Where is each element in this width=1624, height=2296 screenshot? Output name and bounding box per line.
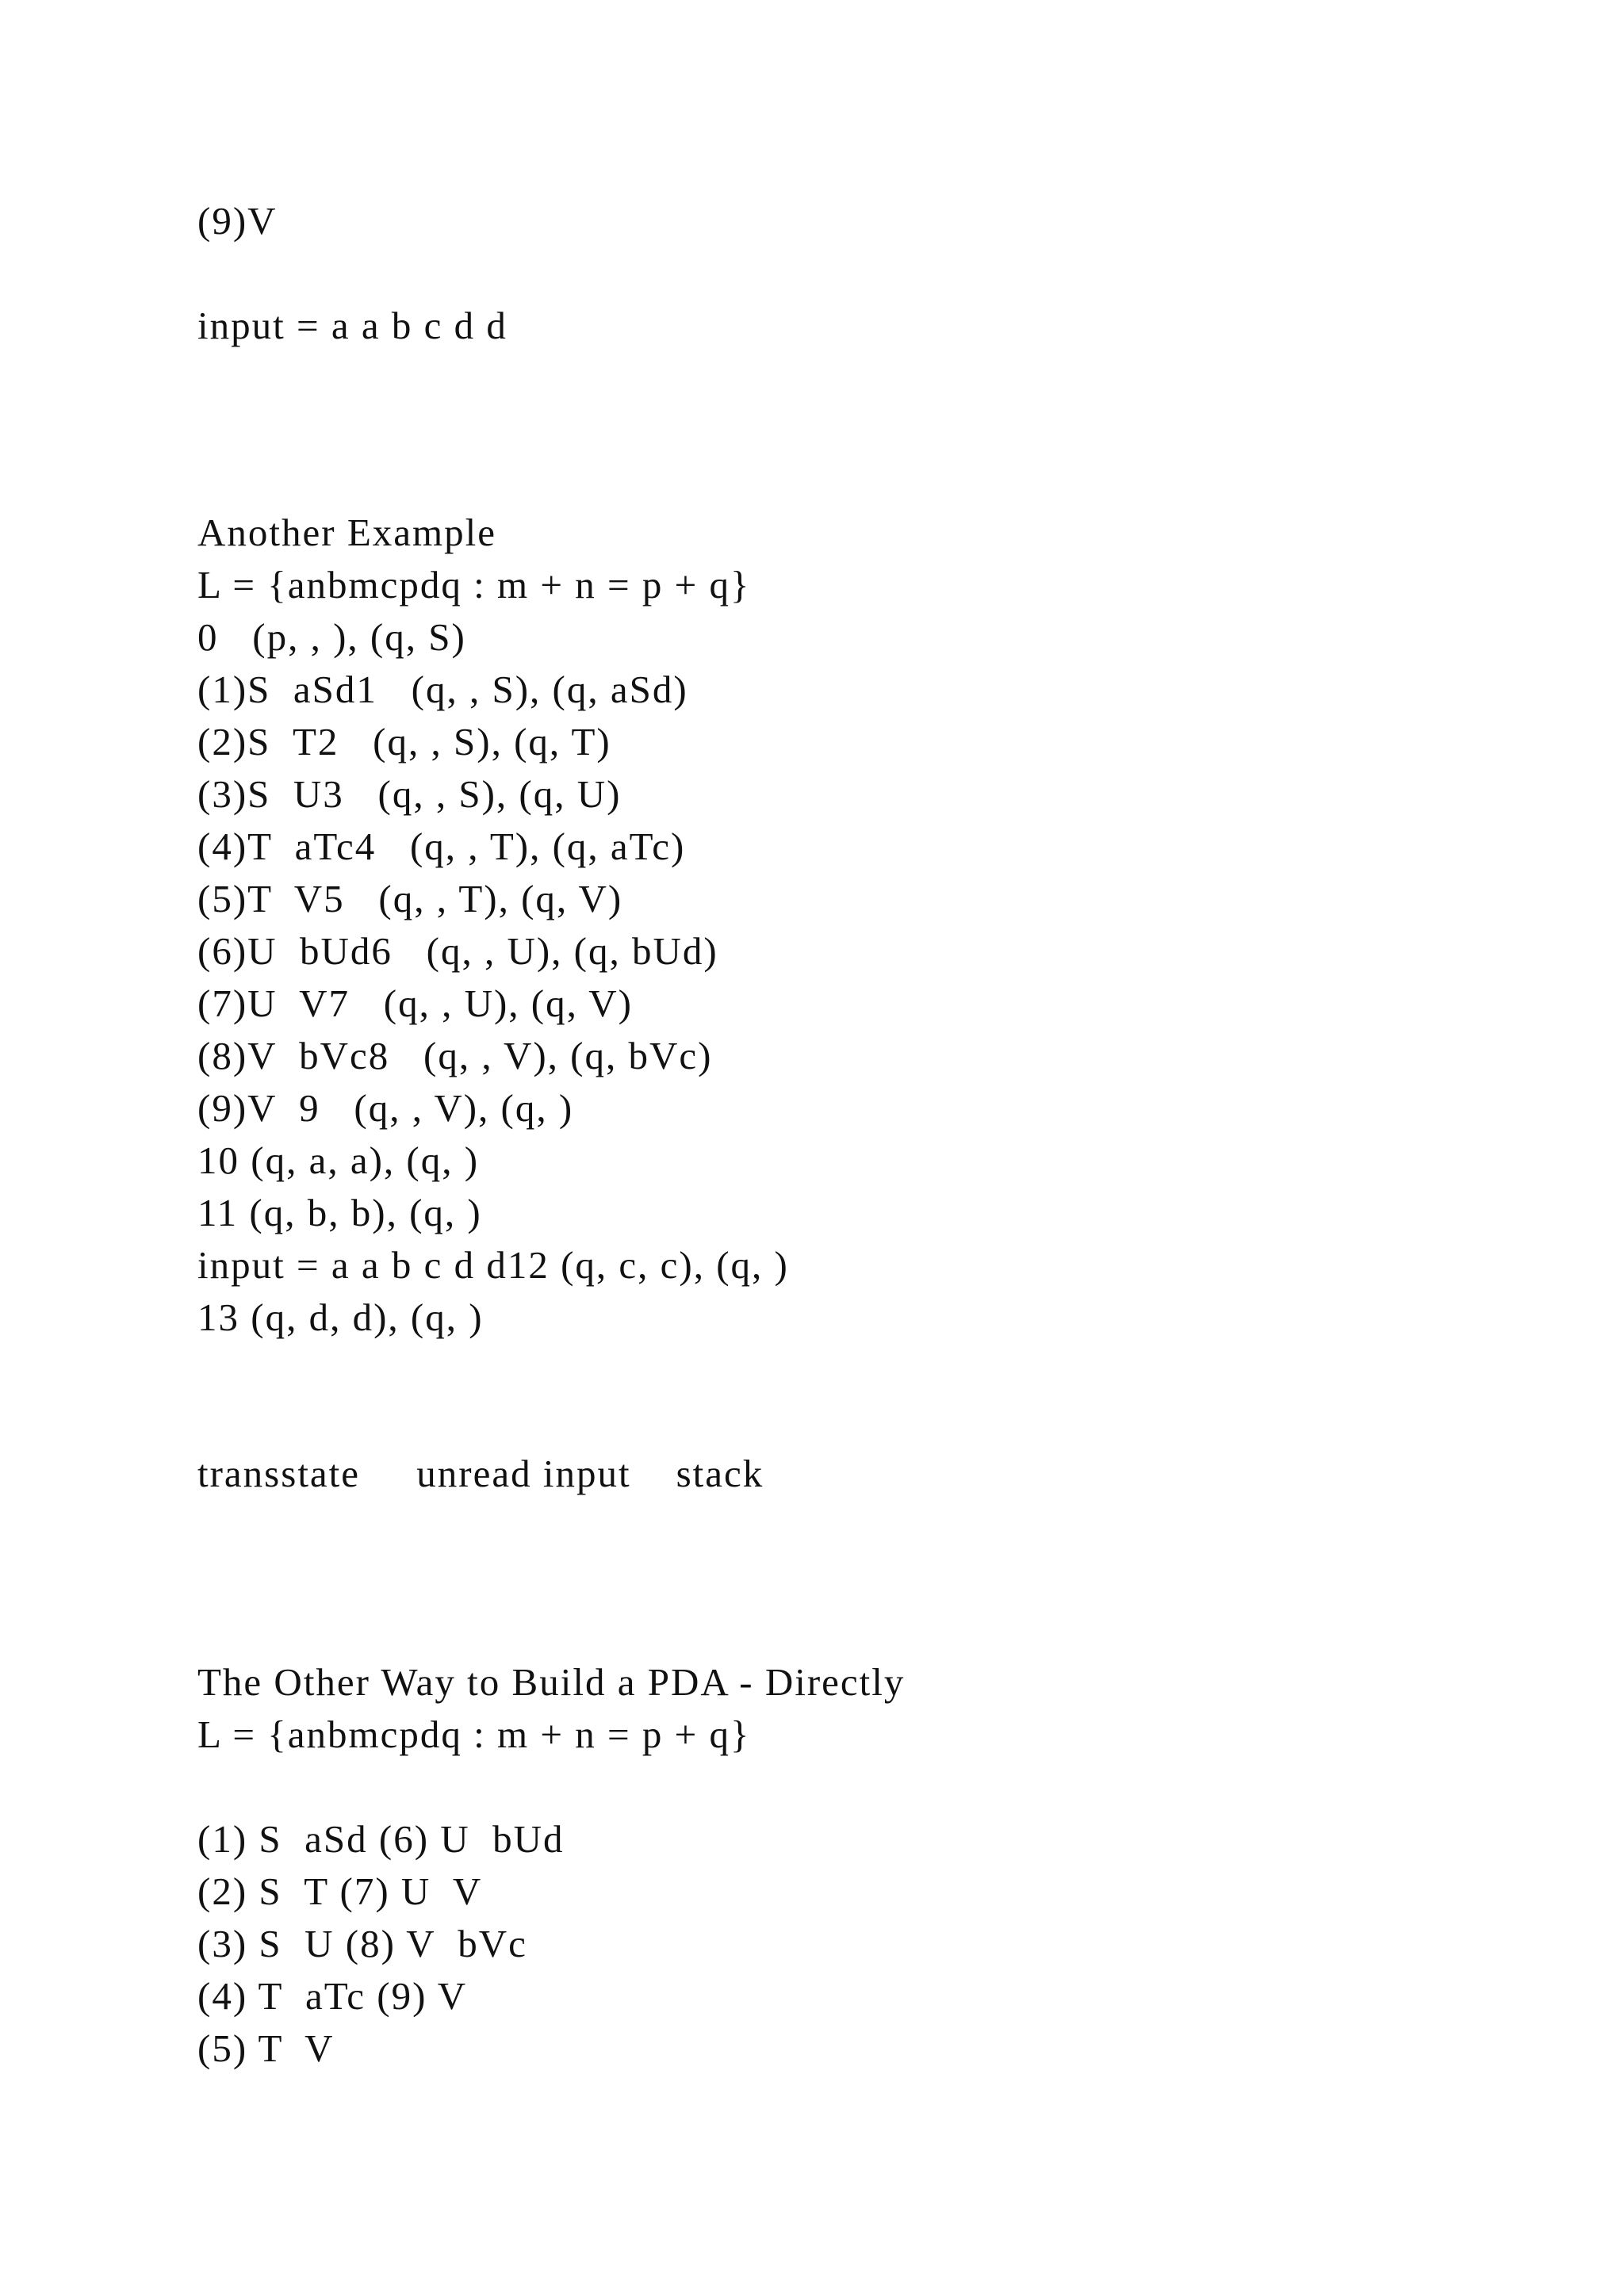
another-example-heading: Another Example	[197, 511, 496, 554]
transition-line: 11 (q, b, b), (q, )	[197, 1191, 482, 1234]
transition-line: input = a a b c d d12 (q, c, c), (q, )	[197, 1243, 789, 1287]
transition-line: 10 (q, a, a), (q, )	[197, 1138, 480, 1182]
rule-9-line: (9)V	[197, 199, 300, 243]
transition-line: 13 (q, d, d), (q, )	[197, 1295, 484, 1339]
transition-line: 0 (p, , ), (q, S)	[197, 615, 466, 659]
language-definition: L = {anbmcpdq : m + n = p + q}	[197, 563, 751, 607]
direct-pda-heading: The Other Way to Build a PDA - Directly	[197, 1660, 906, 1704]
transition-line: (4)T aTc4 (q, , T), (q, aTc)	[197, 825, 686, 868]
grammar-rule-line: (4) T aTc (9) V	[197, 1974, 489, 2018]
grammar-rule-line: (5) T V	[197, 2026, 335, 2070]
transition-line: (6)U bUd6 (q, , U), (q, bUd)	[197, 929, 718, 973]
transition-line: (3)S U3 (q, , S), (q, U)	[197, 772, 622, 816]
transition-line: (5)T V5 (q, , T), (q, V)	[197, 877, 623, 920]
input-line: input = a a b c d d	[197, 304, 508, 347]
grammar-rule-line: (3) S U (8) V bVc	[197, 1922, 527, 1965]
grammar-rule-line: (1) S aSd (6) U bUd	[197, 1817, 565, 1861]
transition-line: (9)V 9 (q, , V), (q, )	[197, 1086, 574, 1130]
language-definition: L = {anbmcpdq : m + n = p + q}	[197, 1712, 751, 1756]
transition-line: (7)U V7 (q, , U), (q, V)	[197, 982, 633, 1025]
trace-table-header: transstate unread input stack	[197, 1452, 764, 1495]
transition-line: (1)S aSd1 (q, , S), (q, aSd)	[197, 668, 688, 711]
transition-line: (8)V bVc8 (q, , V), (q, bVc)	[197, 1034, 713, 1077]
transition-line: (2)S T2 (q, , S), (q, T)	[197, 720, 611, 763]
grammar-rule-line: (2) S T (7) U V	[197, 1869, 483, 1913]
